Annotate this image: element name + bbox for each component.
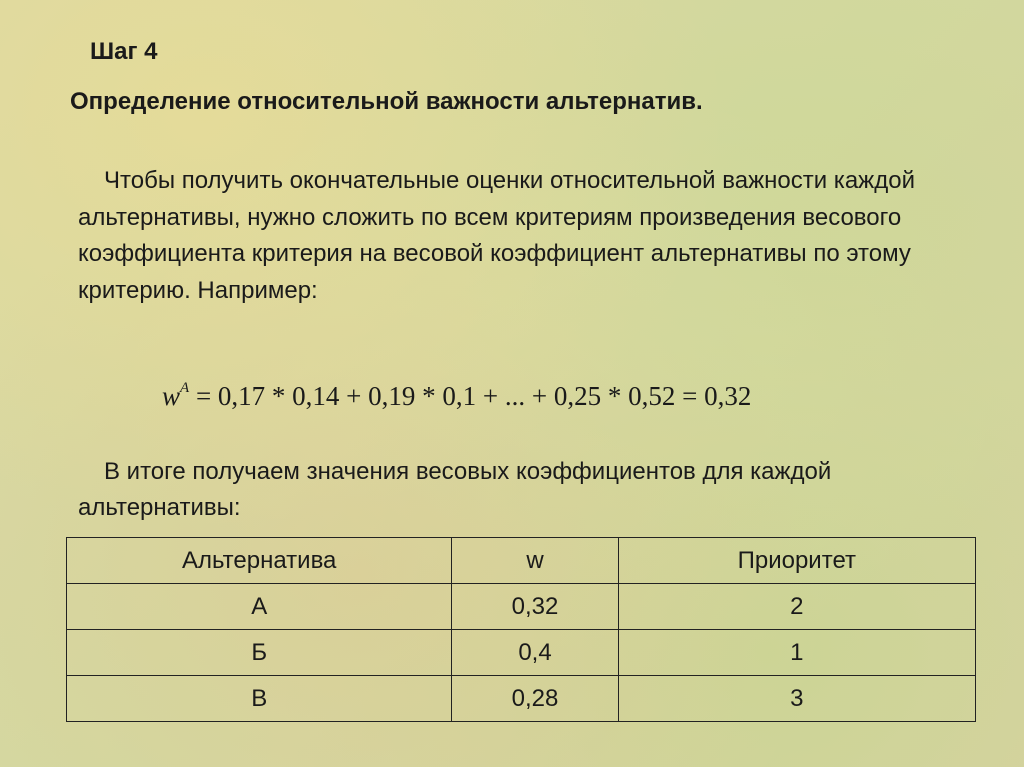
- cell-weight: 0,4: [452, 630, 618, 676]
- formula-superscript: A: [180, 380, 190, 396]
- results-table: [66, 537, 976, 722]
- slide-heading: Определение относительной важности альтернатив.: [70, 88, 703, 115]
- result-paragraph: [78, 454, 978, 526]
- table-row: [67, 584, 976, 630]
- cell-alternative: А: [67, 584, 452, 630]
- intro-paragraph: [78, 163, 958, 309]
- cell-priority: 3: [618, 676, 975, 722]
- cell-priority: 1: [618, 630, 975, 676]
- table-row: [67, 630, 976, 676]
- formula-variable: w: [162, 381, 181, 411]
- intro-paragraph-text: Чтобы получить окончательные оценки относительной важности каждой альтернативы, нужно сложить по всем критериям произведения весового коэффициента критерия на весовой коэффициент альтернативы по этому критерию. Например:: [78, 167, 915, 304]
- cell-alternative: Б: [67, 630, 452, 676]
- header-weight: w: [452, 538, 618, 584]
- formula: [162, 380, 751, 412]
- table-header-row: [67, 538, 976, 584]
- cell-weight: 0,28: [452, 676, 618, 722]
- cell-alternative: В: [67, 676, 452, 722]
- formula-expression: = 0,17 * 0,14 + 0,19 * 0,1 + ... + 0,25 * 0,52 = 0,32: [189, 381, 752, 411]
- header-priority: Приоритет: [618, 538, 975, 584]
- cell-priority: 2: [618, 584, 975, 630]
- step-title: Шаг 4: [90, 38, 158, 65]
- result-paragraph-text: В итоге получаем значения весовых коэффициентов для каждой альтернативы:: [78, 458, 832, 521]
- cell-weight: 0,32: [452, 584, 618, 630]
- header-alternative: Альтернатива: [67, 538, 452, 584]
- table-row: [67, 676, 976, 722]
